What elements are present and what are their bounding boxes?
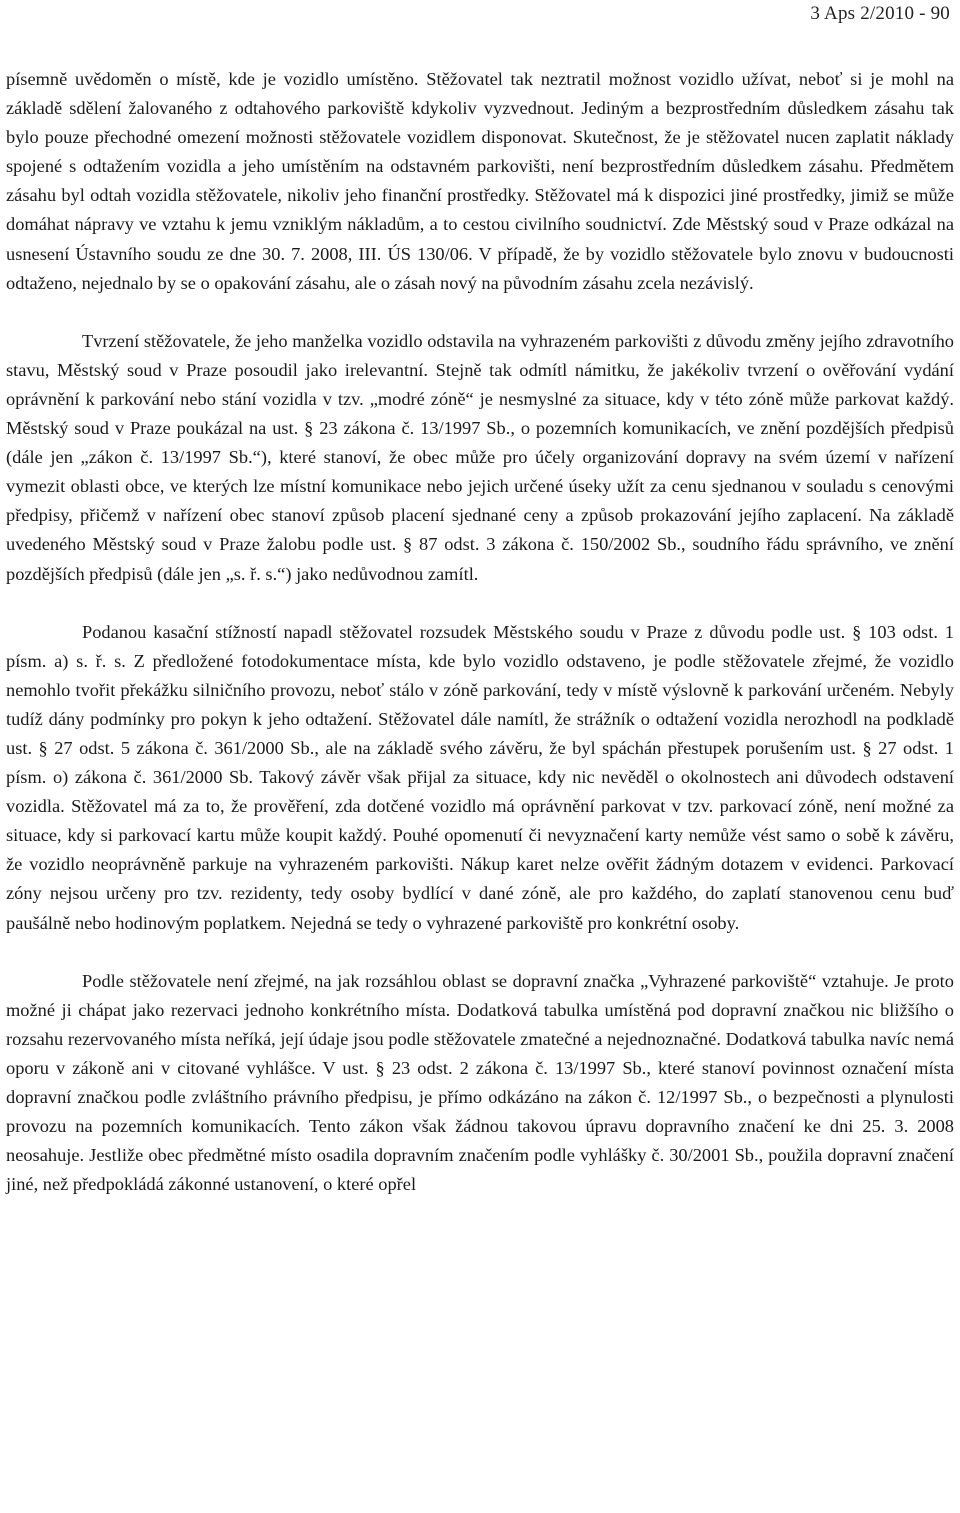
- paragraph-4: Podle stěžovatele není zřejmé, na jak rozsáhlou oblast se dopravní značka „Vyhrazené parkoviště“ vztahuje. Je proto možné ji chápat jako rezervaci jednoho konkrétního místa. Dodatková tabulka umístěná pod dopravní značkou nic bližšího o rozsahu rezervovaného místa neříká, její údaje jsou podle stěžovatele zmatečné a nejednoznačné. Dodatková tabulka navíc nemá oporu v zákoně ani v citované vyhlášce. V ust. § 23 odst. 2 zákona č. 13/1997 Sb., které stanoví povinnost označení místa dopravní značkou podle zvláštního právního předpisu, je přímo odkázáno na zákon č. 12/1997 Sb., o bezpečnosti a plynulosti provozu na pozemních komunikacích. Tento zákon však žádnou takovou úpravu dopravního značení ke dni 25. 3. 2008 neosahuje. Jestliže obec předmětné místo osadila dopravním značením podle vyhlášky č. 30/2001 Sb., použila dopravní značení jiné, než předpokládá zákonné ustanovení, o které opřel: [6, 970, 954, 1195]
- paragraph-2: Tvrzení stěžovatele, že jeho manželka vozidlo odstavila na vyhrazeném parkovišti z důvodu změny jejího zdravotního stavu, Městský soud v Praze posoudil jako irelevantní. Stejně tak odmítl námitku, že jakékoliv tvrzení o ověřování vydání oprávnění k parkování nebo stání vozidla v tzv. „modré zóně“ je nesmyslné za situace, kdy v této zóně může parkovat každý. Městský soud v Praze poukázal na ust. § 23 zákona č. 13/1997 Sb., o pozemních komunikacích, ve znění pozdějších předpisů (dále jen „zákon č. 13/1997 Sb.“), které stanoví, že obec může pro účely organizování dopravy na svém území v nařízení vymezit oblasti obce, ve kterých lze místní komunikace nebo jejich určené úseky užít za cenu sjednanou v souladu s cenovými předpisy, přičemž v nařízení obec stanoví způsob placení sjednané ceny a způsob prokazování jejího zaplacení. Na základě uvedeného Městský soud v Praze žalobu podle ust. § 87 odst. 3 zákona č. 150/2002 Sb., soudního řádu správního, ve znění pozdějších předpisů (dále jen „s. ř. s.“) jako nedůvodnou zamítl.: [6, 330, 954, 584]
- document-page: [6, 0, 954, 1513]
- document-body: [6, 65, 954, 1199]
- paragraph-1: písemně uvědoměn o místě, kde je vozidlo umístěno. Stěžovatel tak neztratil možnost vozidlo užívat, neboť si je mohl na základě sdělení žalovaného z odtahového parkoviště kdykoliv vyzvednout. Jediným a bezprostředním důsledkem zásahu tak bylo pouze přechodné omezení možnosti stěžovatele vozidlem disponovat. Skutečnost, že je stěžovatel nucen zaplatit náklady spojené s odtažením vozidla a jeho umístěním na odstavném parkovišti, není bezprostředním důsledkem zásahu. Předmětem zásahu byl odtah vozidla stěžovatele, nikoliv jeho finanční prostředky. Stěžovatel má k dispozici jiné prostředky, jimiž se může domáhat nápravy ve vztahu k jemu vzniklým nákladům, a to cestou civilního soudnictví. Zde Městský soud v Praze odkázal na usnesení Ústavního soudu ze dne 30. 7. 2008, III. ÚS 130/06. V případě, že by vozidlo stěžovatele bylo znovu v budoucnosti odtaženo, nejednalo by se o opakování zásahu, ale o zásah nový na původním zásahu zcela nezávislý.: [6, 69, 954, 293]
- paragraph-3: Podanou kasační stížností napadl stěžovatel rozsudek Městského soudu v Praze z důvodu podle ust. § 103 odst. 1 písm. a) s. ř. s. Z předložené fotodokumentace místa, kde bylo vozidlo odstaveno, je podle stěžovatele zřejmé, že vozidlo nemohlo tvořit překážku silničního provozu, neboť stálo v zóně parkování, tedy v místě výslovně k parkování určeném. Nebyly tudíž dány podmínky pro pokyn k jeho odtažení. Stěžovatel dále namítl, že strážník o odtažení vozidla nerozhodl na podkladě ust. § 27 odst. 5 zákona č. 361/2000 Sb., ale na základě svého závěru, že byl spáchán přestupek porušením ust. § 27 odst. 1 písm. o) zákona č. 361/2000 Sb. Takový závěr však přijal za situace, kdy nic nevěděl o okolnostech ani důvodech odstavení vozidla. Stěžovatel má za to, že prověření, zda dotčené vozidlo má oprávnění parkovat v tzv. parkovací zóně, není možné za situace, kdy si parkovací kartu může koupit každý. Pouhé opomenutí či nevyznačení karty nemůže vést samo o sobě k závěru, že vozidlo neoprávněně parkuje na vyhrazeném parkovišti. Nákup karet nelze ověřit žádným dotazem v evidenci. Parkovací zóny nejsou určeny pro tzv. rezidenty, tedy osoby bydlící v dané zóně, ale pro každého, do zaplatí stanovenou cenu buď paušálně nebo hodinovým poplatkem. Nejedná se tedy o vyhrazené parkoviště pro konkrétní osoby.: [6, 621, 954, 933]
- case-reference-header: 3 Aps 2/2010 - 90: [810, 3, 950, 24]
